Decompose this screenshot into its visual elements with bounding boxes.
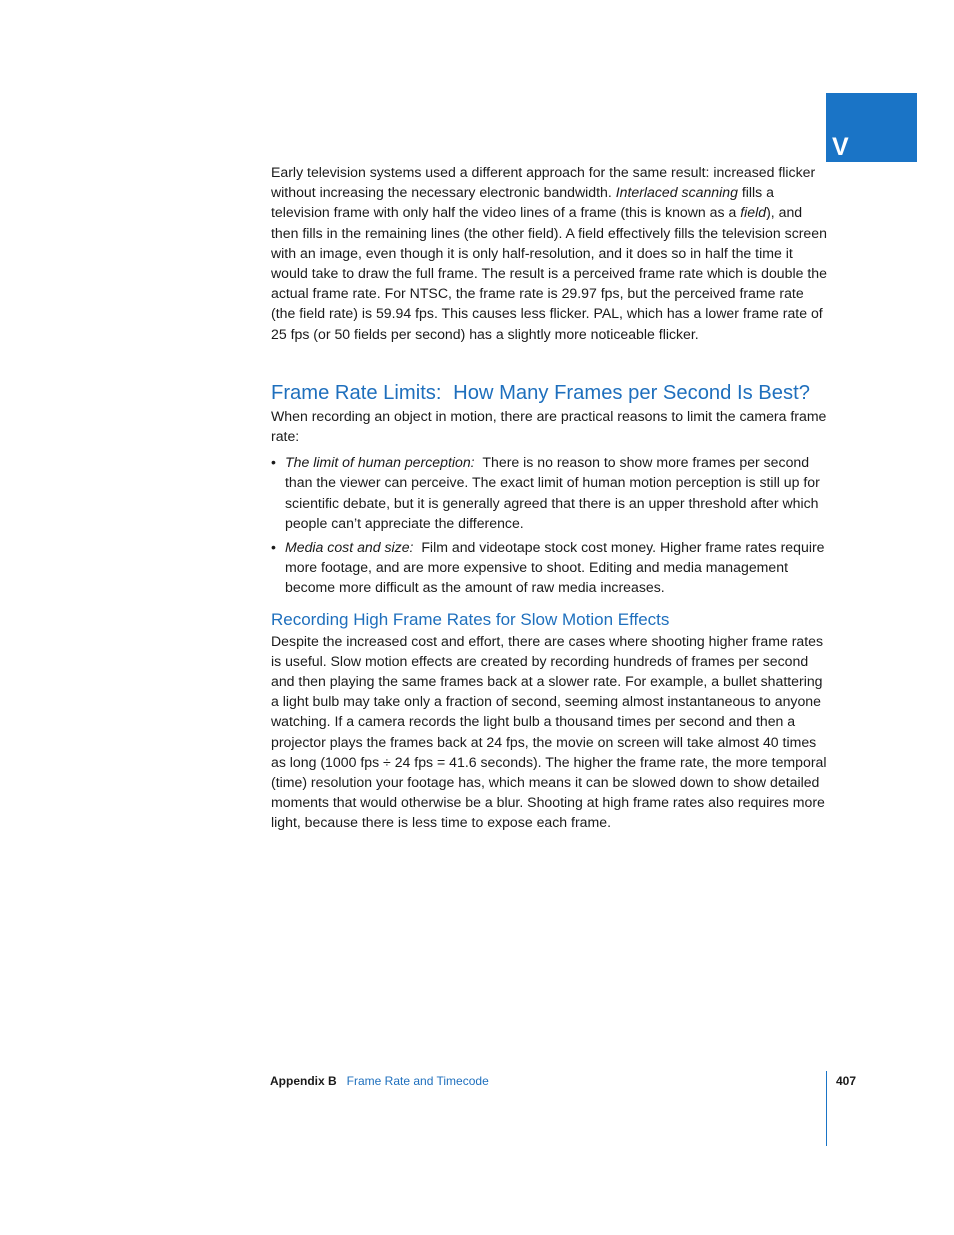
list-item-term: The limit of human perception: [285, 454, 475, 471]
intro-text-2: fills a television frame with only half the video lines of a frame (this is known as a [271, 184, 774, 221]
list-item-text: Film and videotape stock cost money. Higher frame rates require more footage, and are more expensive to shoot. Editing and media management become more difficult as the amount of raw media increases. [285, 539, 825, 596]
section1-body: When recording an object in motion, there are practical reasons to limit the camera frame rate: [271, 407, 827, 445]
bullet-marker: • [271, 539, 276, 556]
intro-paragraph [271, 162, 827, 344]
list-item-text: There is no reason to show more frames per second than the viewer can perceive. The exact limit of human motion perception is still up for scientific debate, but it is generally agreed that there is an upper threshold after which people can’t appreciate the difference. [285, 454, 820, 531]
section2-body: Despite the increased cost and effort, there are cases where shooting higher frame rates is useful. Slow motion effects are created by recording hundreds of frames per second and then playing the same frames back at a slower rate. For example, a bullet shattering a light bulb may take only a fraction of second, seeming almost instantaneous to anyone watching. If a camera records the light bulb a thousand times per second and then a projector plays the frames back at 24 fps, the movie on screen will take almost 40 times as long (1000 fps ÷ 24 fps = 41.6 seconds). The higher the frame rate, the more temporal (time) resolution your footage has, which means it can be slowed down to show detailed moments that would otherwise be a blur. Shooting at high frame rates also requires more light, because there is less time to expose each frame. [271, 632, 827, 831]
list-item [271, 537, 827, 598]
footer-chapter-title: Frame Rate and Timecode [346, 1074, 489, 1088]
footer-appendix-label: Appendix B [270, 1074, 337, 1088]
limits-list [271, 452, 827, 597]
footer-divider [826, 1071, 827, 1146]
intro-italic-field: field [740, 204, 767, 221]
subsection-heading-slow-motion: Recording High Frame Rates for Slow Motion Effects [271, 609, 670, 629]
chapter-tab-letter: V [832, 133, 849, 161]
intro-italic-interlaced: Interlaced scanning [615, 184, 738, 201]
page-number: 407 [836, 1074, 857, 1088]
list-item-term: Media cost and size: [285, 539, 414, 556]
main-content [271, 162, 827, 833]
bullet-marker: • [271, 454, 276, 471]
list-item [271, 452, 827, 533]
intro-text-1: Early television systems used a different approach for the same result: increased flicker without increasing the necessary electronic bandwidth. [271, 164, 816, 201]
chapter-tab [826, 93, 917, 162]
section-heading-frame-rate-limits [271, 380, 827, 406]
intro-text-3: ), and then fills in the remaining lines (the other field). A field effectively fills the television screen with an image, even though it is only half-resolution, and it does so in half the time it would take to draw the full frame. The result is a perceived frame rate which is double the actual frame rate. For NTSC, the frame rate is 29.97 fps, but the perceived frame rate (the field rate) is 59.94 fps. This causes less flicker. PAL, which has a lower frame rate of 25 fps (or 50 fields per second) has a slightly more noticeable flicker. [271, 204, 827, 342]
heading-part-a: Frame Rate Limits: [271, 381, 442, 404]
heading-part-b: How Many Frames per Second Is Best? [453, 381, 810, 404]
footer [270, 1073, 489, 1089]
